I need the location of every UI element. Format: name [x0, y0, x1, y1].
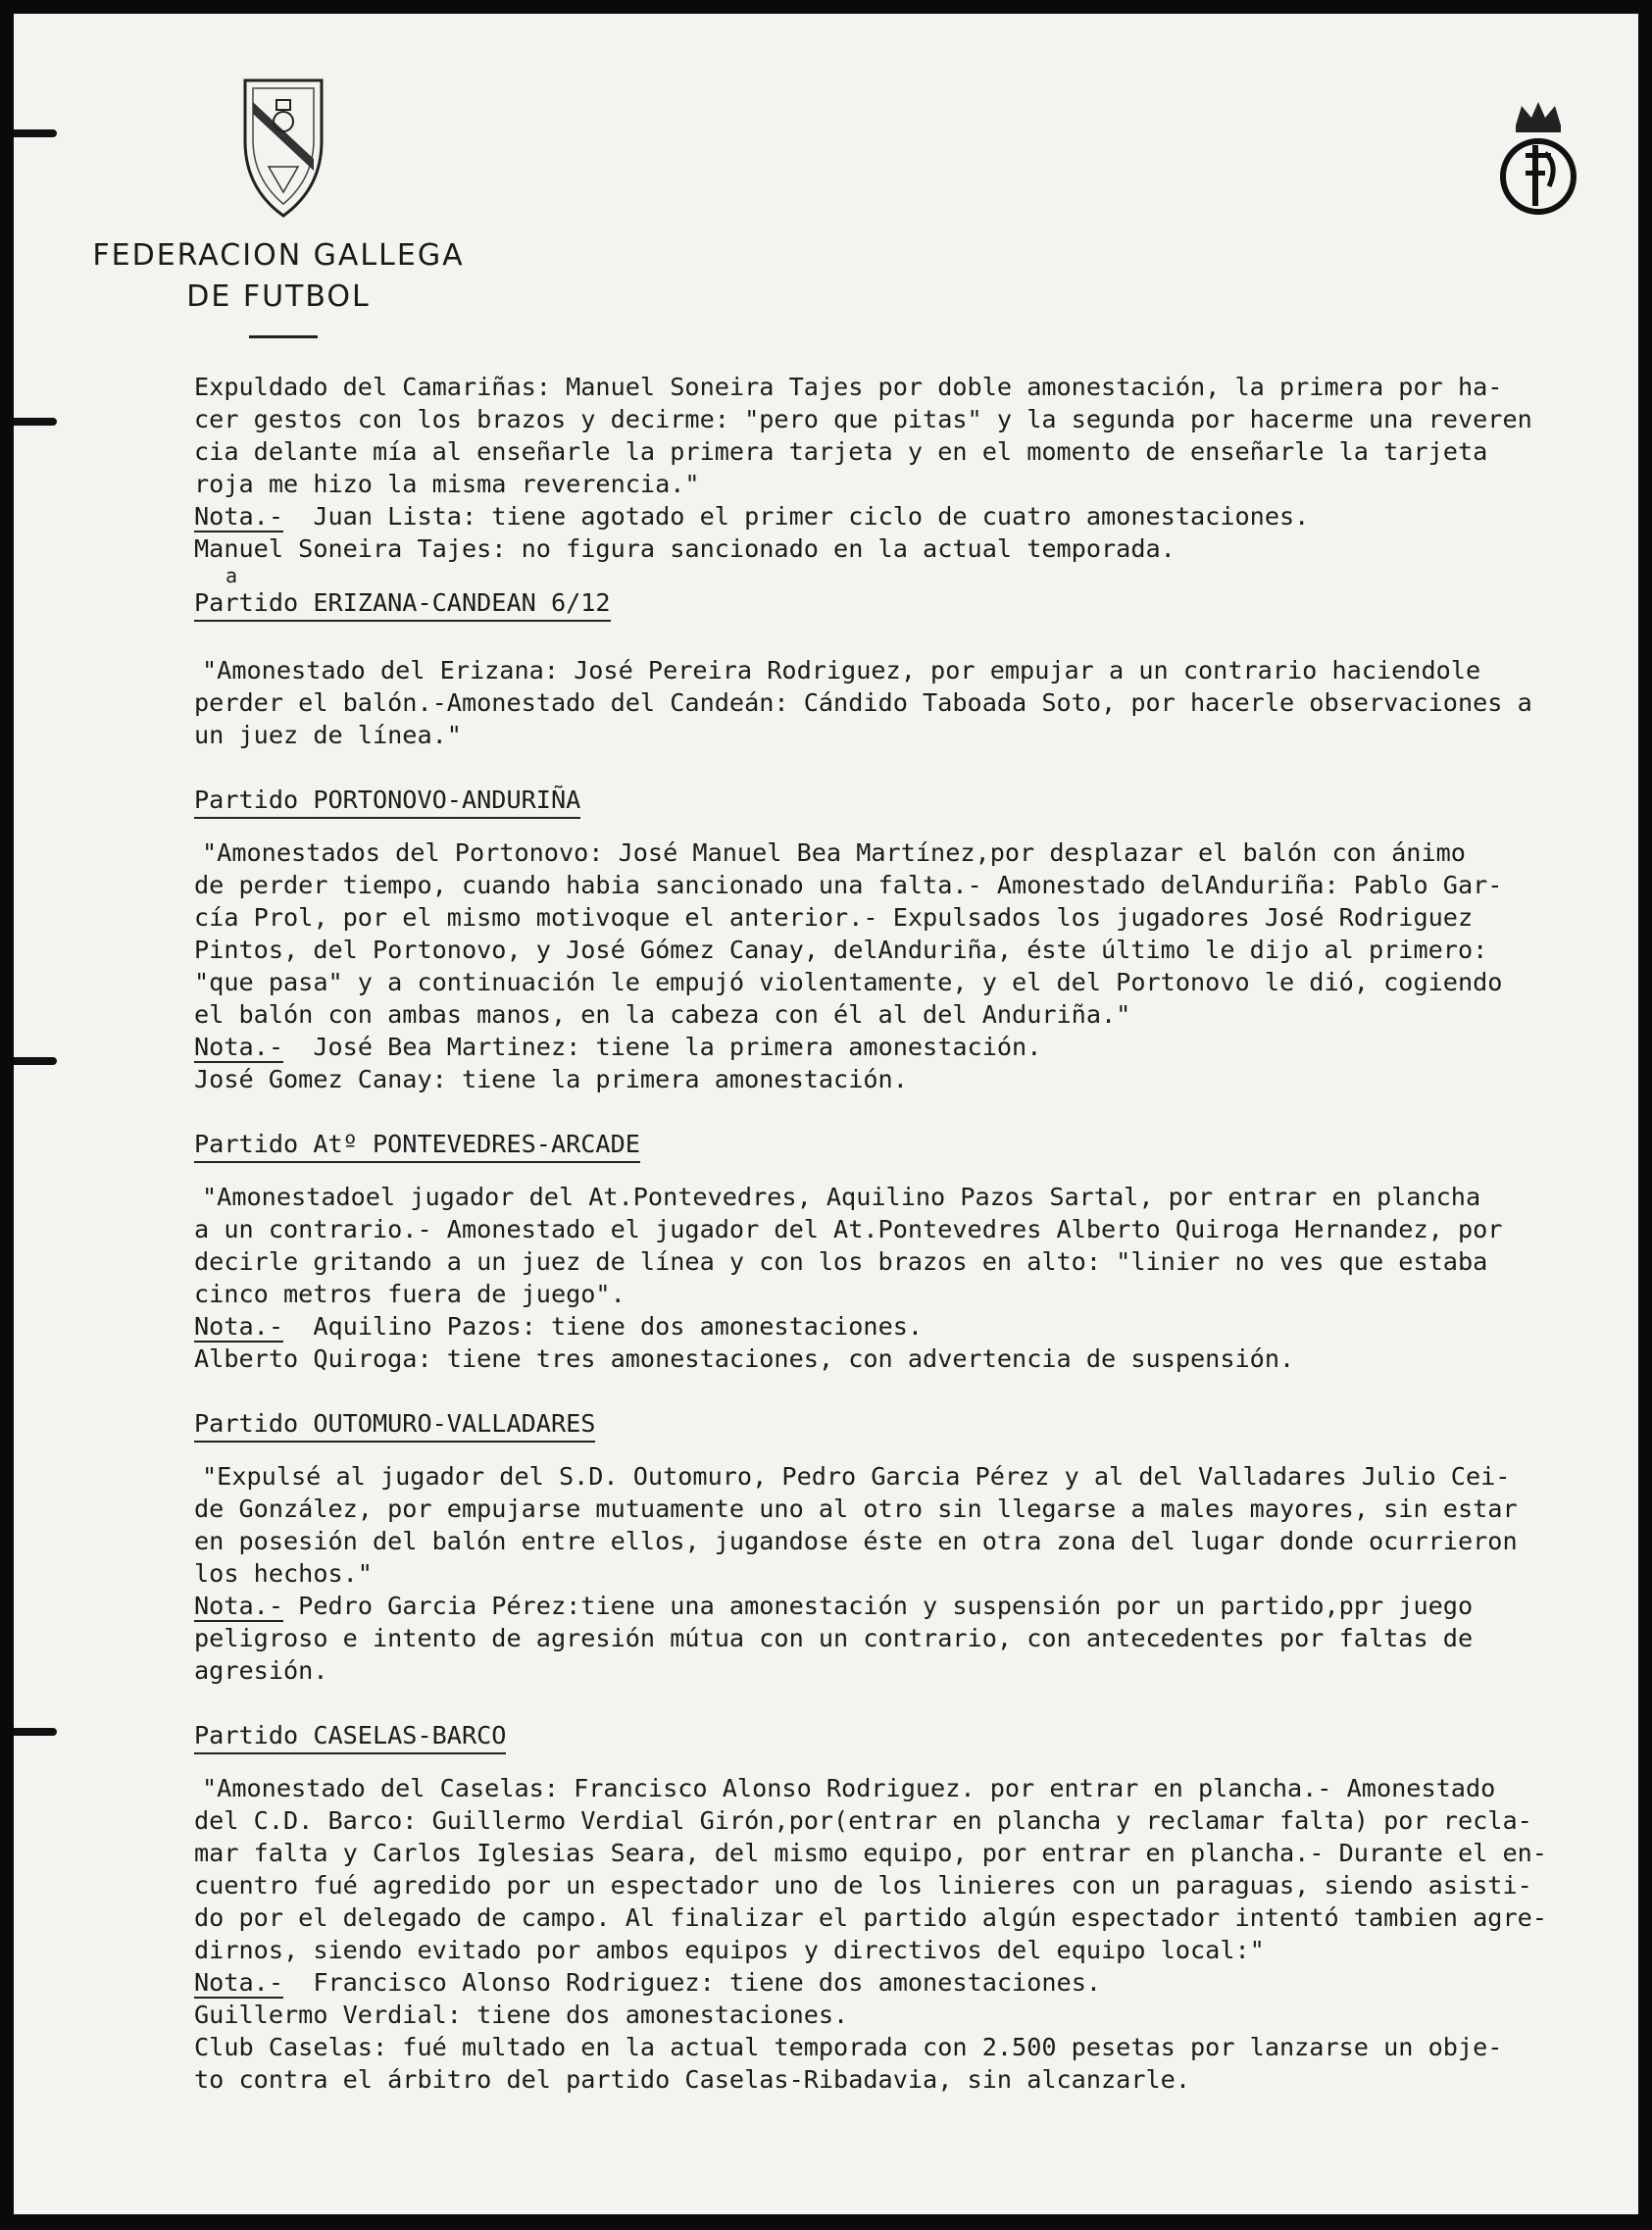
section-pontevedres-arcade [194, 1128, 1638, 1407]
nota-continuation: agresión. [194, 1656, 328, 1685]
body-line: "Amonestado del Caselas: Francisco Alonso Rodriguez. por entrar en plancha.- Amonestado [202, 1774, 1496, 1802]
nota-line [194, 1031, 1638, 1063]
body-line: a un contrario.- Amonestado el jugador del At.Pontevedres Alberto Quiroga Hernandez, por [194, 1215, 1503, 1243]
binder-hole [14, 1057, 57, 1065]
section-camarinas [194, 371, 1638, 586]
body-line: roja me hizo la misma reverencia." [194, 470, 700, 498]
nota-line [194, 500, 1638, 532]
body-line: del C.D. Barco: Guillermo Verdial Girón,por(entrar en plancha y reclamar falta) por recla- [194, 1806, 1532, 1835]
body-line: perder el balón.-Amonestado del Candeán: Cándido Taboada Soto, por hacerle observaciones a [194, 688, 1532, 717]
section-heading: Partido ERIZANA-CANDEAN 6/12 [194, 587, 611, 622]
body-line: cuentro fué agredido por un espectador uno de los linieres con un paraguas, siendo asisti- [194, 1871, 1532, 1900]
body-line: "Amonestadoel jugador del At.Pontevedres, Aquilino Pazos Sartal, por entrar en plancha [202, 1183, 1481, 1211]
nota-text: José Bea Martinez: tiene la primera amonestación. [283, 1033, 1042, 1061]
body-line: "que pasa" y a continuación le empujó violentamente, y el del Portonovo le dió, cogiendo [194, 968, 1503, 996]
body-line: mar falta y Carlos Iglesias Seara, del mismo equipo, por entrar en plancha.- Durante el en- [194, 1839, 1547, 1867]
body-line: "Amonestados del Portonovo: José Manuel Bea Martínez,por desplazar el balón con ánimo [202, 838, 1466, 867]
body-line: cía Prol, por el mismo motivoque el anterior.- Expulsados los jugadores José Rodriguez [194, 903, 1474, 932]
nota-label: Nota.- [194, 1033, 283, 1061]
body-line: decirle gritando a un juez de línea y con los brazos en alto: "linier no ves que estaba [194, 1247, 1488, 1276]
nota-text: Juan Lista: tiene agotado el primer ciclo de cuatro amonestaciones. [283, 502, 1310, 531]
nota-text: Francisco Alonso Rodriguez: tiene dos amonestaciones. [283, 1968, 1102, 1997]
nota-continuation: to contra el árbitro del partido Caselas-Ribadavia, sin alcanzarle. [194, 2065, 1190, 2094]
body-line: el balón con ambas manos, en la cabeza con él al del Anduriña." [194, 1000, 1131, 1029]
section-heading: Partido OUTOMURO-VALLADARES [194, 1408, 595, 1443]
nota-continuation: Guillermo Verdial: tiene dos amonestaciones. [194, 2001, 849, 2029]
stray-mark: a [225, 564, 238, 587]
nota-continuation: Alberto Quiroga: tiene tres amonestaciones, con advertencia de suspensión. [194, 1344, 1295, 1373]
body-line: Expuldado del Camariñas: Manuel Soneira Tajes por doble amonestación, la primera por ha- [194, 373, 1503, 401]
nota-text: Aquilino Pazos: tiene dos amonestaciones. [283, 1312, 924, 1341]
body-line: cia delante mía al enseñarle la primera tarjeta y en el momento de enseñarle la tarjeta [194, 437, 1488, 466]
nota-continuation: Club Caselas: fué multado en la actual temporada con 2.500 pesetas por lanzarse un obje- [194, 2033, 1503, 2061]
federacion-gallega-shield-icon [239, 73, 327, 220]
body-line: los hechos." [194, 1559, 373, 1588]
body-line: en posesión del balón entre ellos, jugandose éste en otra zona del lugar donde ocurrieron [194, 1527, 1518, 1555]
nota-continuation: Manuel Soneira Tajes: no figura sancionado en la actual temporada. [194, 534, 1176, 563]
binder-hole [14, 129, 57, 137]
nota-line [194, 1966, 1638, 1999]
document-body [194, 371, 1638, 2096]
organization-name-line1: FEDERACION GALLEGA [92, 238, 465, 273]
section-erizana-candean [194, 586, 1638, 784]
section-portonovo-andurina [194, 784, 1638, 1128]
nota-text: Pedro Garcia Pérez:tiene una amonestación y suspensión por un partido,ppr juego [283, 1592, 1474, 1620]
binder-hole [14, 418, 57, 426]
nota-label: Nota.- [194, 1592, 283, 1620]
body-line: do por el delegado de campo. Al finalizar el partido algún espectador intentó tambien agre- [194, 1903, 1547, 1932]
body-line: un juez de línea." [194, 721, 462, 749]
body-line: cer gestos con los brazos y decirme: "pero que pitas" y la segunda por hacerme una reveren [194, 405, 1532, 433]
nota-line [194, 1590, 1638, 1622]
body-line: "Expulsé al jugador del S.D. Outomuro, Pedro Garcia Pérez y al del Valladares Julio Cei- [202, 1462, 1511, 1491]
nota-continuation: José Gomez Canay: tiene la primera amonestación. [194, 1065, 908, 1093]
body-line: Pintos, del Portonovo, y José Gómez Canay, delAnduriña, éste último le dijo al primero: [194, 936, 1488, 964]
letterhead-rule [249, 335, 318, 338]
nota-line [194, 1310, 1638, 1343]
body-line: dirnos, siendo evitado por ambos equipos y directivos del equipo local:" [194, 1936, 1265, 1964]
nota-label: Nota.- [194, 502, 283, 531]
section-heading: Partido CASELAS-BARCO [194, 1720, 506, 1754]
nota-label: Nota.- [194, 1968, 283, 1997]
body-line: de González, por empujarse mutuamente uno al otro sin llegarse a males mayores, sin estar [194, 1495, 1518, 1523]
organization-name [73, 235, 484, 318]
nota-continuation: peligroso e intento de agresión mútua con un contrario, con antecedentes por faltas de [194, 1624, 1474, 1652]
nota-label: Nota.- [194, 1312, 283, 1341]
organization-name-line2: DE FUTBOL [186, 279, 371, 314]
binder-hole [14, 1728, 57, 1736]
body-line: cinco metros fuera de juego". [194, 1280, 626, 1308]
body-line: de perder tiempo, cuando habia sancionado una falta.- Amonestado delAnduriña: Pablo Gar- [194, 871, 1503, 899]
body-line: "Amonestado del Erizana: José Pereira Rodriguez, por empujar a un contrario haciendole [202, 656, 1481, 684]
rfef-crowned-crest-icon [1494, 96, 1582, 218]
section-outomuro-valladares [194, 1407, 1638, 1719]
section-caselas-barco [194, 1719, 1638, 2096]
section-heading: Partido PORTONOVO-ANDURIÑA [194, 785, 580, 819]
document-page [14, 14, 1638, 2214]
section-heading: Partido Atº PONTEVEDRES-ARCADE [194, 1129, 640, 1163]
